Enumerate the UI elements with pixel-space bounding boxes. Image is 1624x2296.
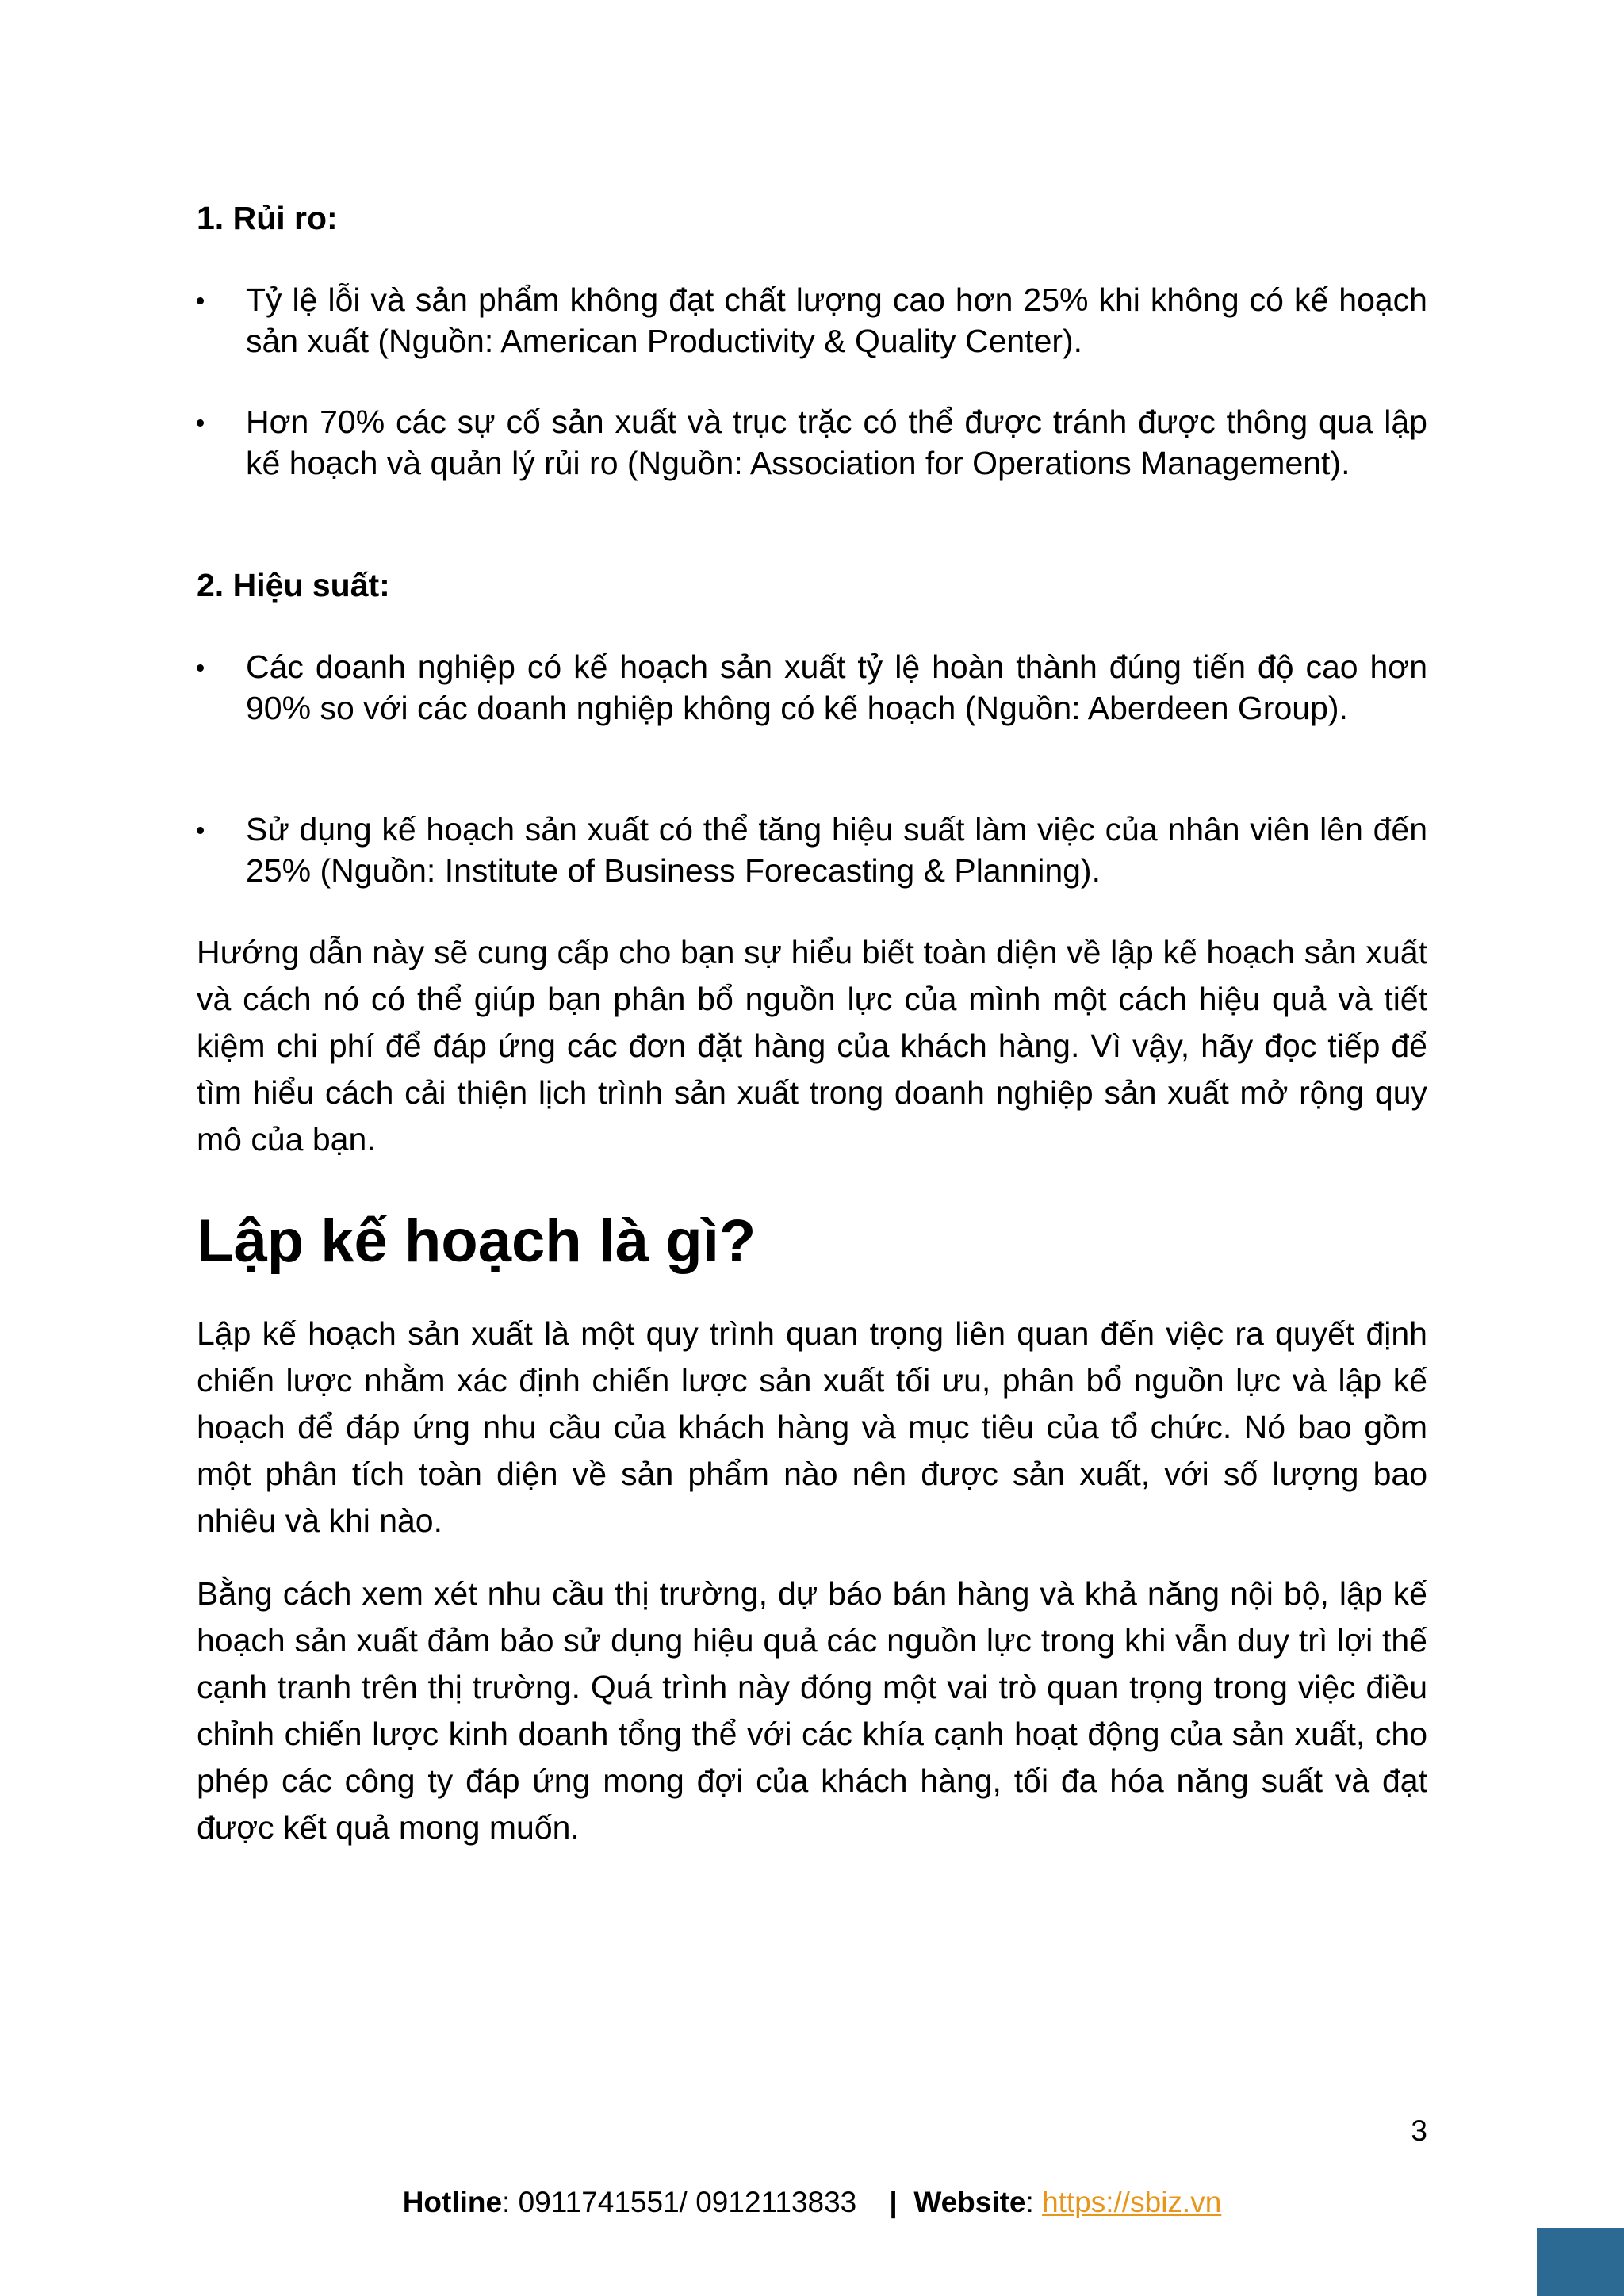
bullet-icon (197, 297, 204, 304)
bullet-text: Hơn 70% các sự cố sản xuất và trục trặc có thể được tránh được thông qua lập kế hoạch và quản lý rủi ro (Nguồn: Association for Operations Management). (246, 404, 1427, 481)
website-colon: : (1025, 2186, 1034, 2218)
list-item (197, 646, 1427, 729)
list-item (197, 279, 1427, 362)
body-paragraph: Lập kế hoạch sản xuất là một quy trình quan trọng liên quan đến việc ra quyết định chiến lược nhằm xác định chiến lược sản xuất tối ưu, phân bổ nguồn lực và lập kế hoạch để đáp ứng nhu cầu của khách hàng và mục tiêu của tổ chức. Nó bao gồm một phân tích toàn diện về sản phẩm nào nên được sản xuất, với số lượng bao nhiêu và khi nào. (197, 1315, 1427, 1539)
bullet-text: Các doanh nghiệp có kế hoạch sản xuất tỷ lệ hoàn thành đúng tiến độ cao hơn 90% so với các doanh nghiệp không có kế hoạch (Nguồn: Aberdeen Group). (246, 649, 1427, 726)
bullet-text: Sử dụng kế hoạch sản xuất có thể tăng hiệu suất làm việc của nhân viên lên đến 25% (Nguồn: Institute of Business Forecasting & Planning). (246, 811, 1427, 889)
list-item (197, 809, 1427, 891)
bullet-text: Tỷ lệ lỗi và sản phẩm không đạt chất lượng cao hơn 25% khi không có kế hoạch sản xuất (Nguồn: American Productivity & Quality Center). (246, 281, 1427, 359)
website-label: Website (914, 2186, 1026, 2218)
footer-contact (0, 2183, 1624, 2221)
intro-paragraph: Hướng dẫn này sẽ cung cấp cho bạn sự hiểu biết toàn diện về lập kế hoạch sản xuất và cách nó có thể giúp bạn phân bổ nguồn lực của mình một cách hiệu quả và tiết kiệm chi phí để đáp ứng các đơn đặt hàng của khách hàng. Vì vậy, hãy đọc tiếp để tìm hiểu cách cải thiện lịch trình sản xuất trong doanh nghiệp sản xuất mở rộng quy mô của bạn. (197, 934, 1427, 1158)
bullet-icon (197, 664, 204, 672)
footer-separator: | (889, 2186, 898, 2218)
list-item (197, 401, 1427, 484)
section-title-performance: 2. Hiệu suất: (197, 567, 390, 603)
hotline-label: Hotline (402, 2186, 503, 2218)
page-number: 3 (1411, 2114, 1427, 2147)
body-paragraph: Bằng cách xem xét nhu cầu thị trường, dự báo bán hàng và khả năng nội bộ, lập kế hoạch sản xuất đảm bảo sử dụng hiệu quả các nguồn lực trong khi vẫn duy trì lợi thế cạnh tranh trên thị trường. Quá trình này đóng một vai trò quan trọng trong việc điều chỉnh chiến lược kinh doanh tổng thể với các khía cạnh hoạt động của sản xuất, cho phép các công ty đáp ứng mong đợi của khách hàng, tối đa hóa năng suất và đạt được kết quả mong muốn. (197, 1575, 1427, 1846)
corner-decoration (1537, 2228, 1624, 2296)
website-link[interactable]: https://sbiz.vn (1042, 2186, 1222, 2218)
bullet-icon (197, 827, 204, 834)
hotline-value: : 0911741551/ 0912113833 (502, 2186, 857, 2218)
section-heading: Lập kế hoạch là gì? (197, 1207, 756, 1275)
bullet-icon (197, 419, 204, 427)
section-title-risk: 1. Rủi ro: (197, 200, 338, 236)
